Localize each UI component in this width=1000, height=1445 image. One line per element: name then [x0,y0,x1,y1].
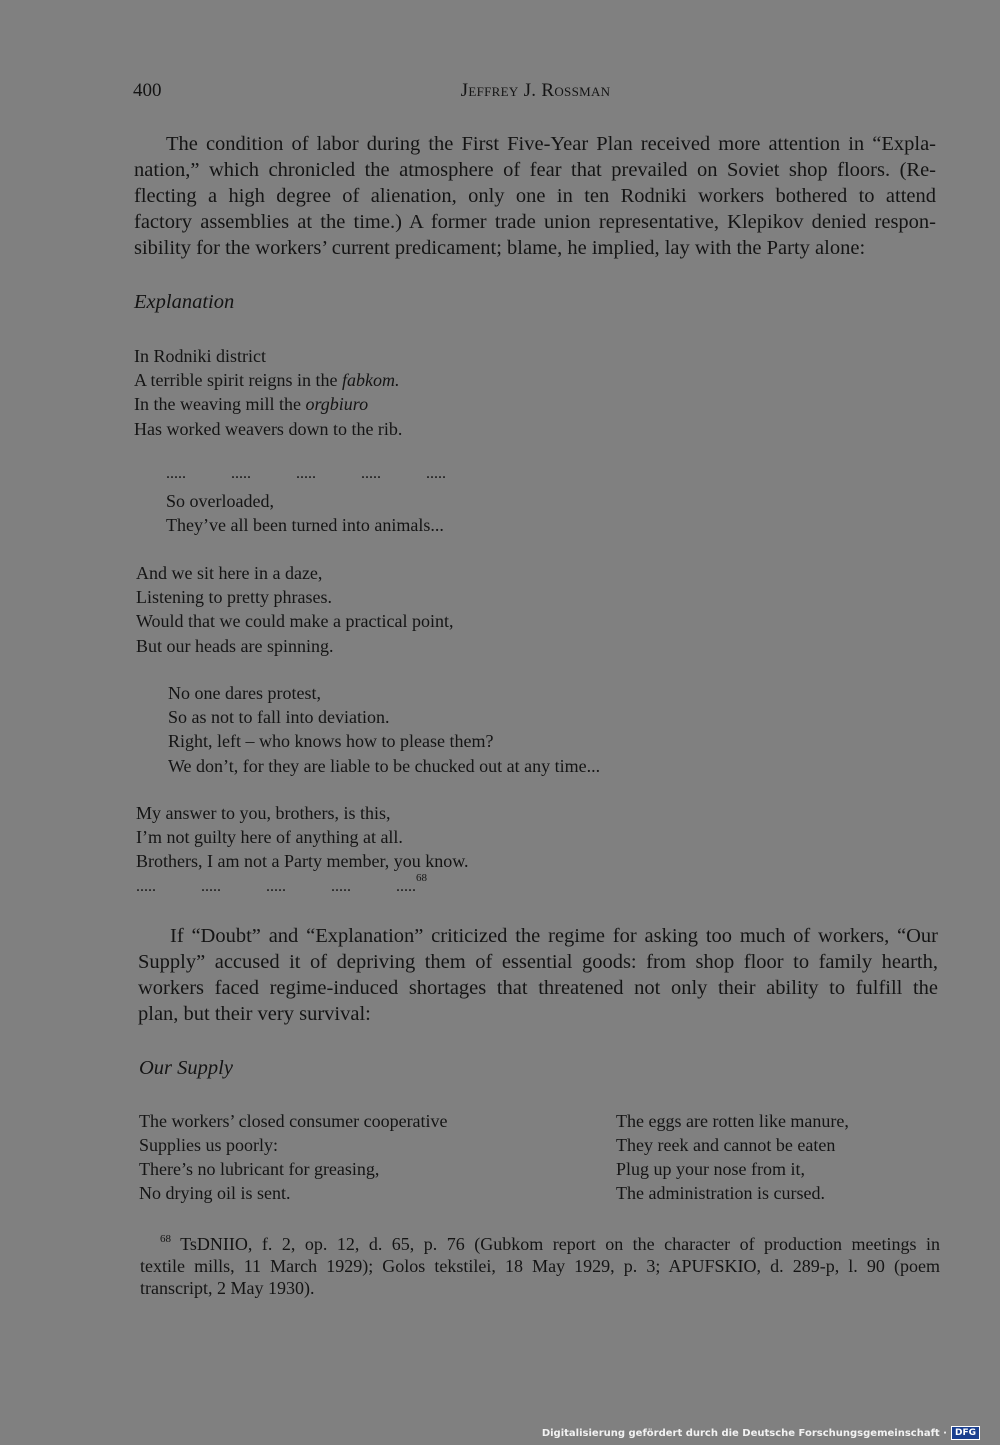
page-number: 400 [133,80,162,101]
footnote-68 [140,1228,940,1299]
poem-line: No drying oil is sent. [139,1183,291,1203]
paragraph-line: flecting a high degree of alienation, only one in ten Rodniki workers bothered to attend [134,185,936,207]
poem-line: They’ve all been turned into animals... [166,515,444,536]
ellipsis: ..... [296,465,316,482]
poem-line: We don’t, for they are liable to be chucked out at any time... [168,755,601,776]
ellipsis: ..... [166,465,186,482]
poem-line: So overloaded, [166,491,274,511]
ellipsis: ..... [231,465,251,482]
credit-text: Digitalisierung gefördert durch die Deutsche Forschungsgemeinschaft · [541,1427,947,1439]
poem-title-our-supply: Our Supply [139,1057,233,1079]
poem-line: Has worked weavers down to the rib. [134,418,403,439]
paragraph-line: plan, but their very survival: [138,1003,371,1025]
poem1-stanza-1 [134,344,402,441]
poem1-stanza-3 [136,561,453,658]
footnote-ref-68: 68 [416,872,427,884]
paragraph-line: sibility for the workers’ current predicament; blame, he implied, lay with the Party alone: [134,237,866,259]
paragraph-line: nation,” which chronicled the atmosphere of fear that prevailed on Soviet shop floors. (Re- [134,159,936,181]
footnote-number: 68 [160,1233,171,1245]
page-header [133,80,938,104]
term-orgbiuro: orgbiuro [305,394,369,415]
poem-line: They reek and cannot be eaten [616,1135,836,1155]
ellipsis: ..... [331,878,351,895]
ellipsis: ..... [361,465,381,482]
poem-line [134,392,402,416]
poem-line: Plug up your nose from it, [616,1159,805,1179]
poem-line: Right, left – who knows how to please them? [168,731,494,752]
poem-line: Supplies us poorly: [139,1135,279,1155]
footnote-line: transcript, 2 May 1930). [140,1278,315,1298]
ellipsis: ..... [396,878,416,895]
paragraph-line: Supply” accused it of depriving them of essential goods: from shop floor to family hearth, [138,951,938,973]
poem-line: My answer to you, brothers, is this, [136,803,391,823]
digitization-credit [542,1425,980,1441]
dfg-logo: DFG [951,1426,980,1440]
poem-line-text: In the weaving mill the [134,394,306,415]
poem-line: But our heads are spinning. [136,635,334,656]
footnote-line [140,1228,940,1255]
poem1-stanza-5 [136,801,469,874]
poem-title-explanation: Explanation [134,291,235,313]
poem2-right-column [616,1109,849,1205]
poem-line: Would that we could make a practical point, [136,611,454,632]
term-fabkom: fabkom. [341,370,400,391]
paragraph-line: The condition of labor during the First Five-Year Plan received more attention in “Expla- [166,133,936,155]
poem-line: No one dares protest, [168,683,321,703]
poem-line: The administration is cursed. [616,1183,825,1203]
poem-line: I’m not guilty here of anything at all. [136,827,403,848]
poem-line: The eggs are rotten like manure, [616,1111,849,1131]
ellipsis: ..... [426,465,446,482]
paragraph-line: workers faced regime-induced shortages that threatened not only their ability to fulfill the [138,977,938,999]
poem-line: The workers’ closed consumer cooperative [139,1111,448,1131]
ellipsis-row [166,465,491,483]
poem2-left-column [139,1109,448,1205]
running-head: Jeffrey J. Rossman [460,80,611,101]
ellipsis: ..... [266,878,286,895]
intro-paragraph [134,131,936,261]
middle-paragraph [138,923,938,1027]
footnote-line: textile mills, 11 March 1929); Golos tekstilei, 18 May 1929, p. 3; APUFSKIO, d. 289-p, l. 90 (poem [140,1256,940,1276]
paragraph-line: factory assemblies at the time.) A former trade union representative, Klepikov denied respon- [134,211,936,233]
poem1-stanza-2 [166,489,444,537]
poem1-stanza-4 [168,681,600,778]
poem-line: Brothers, I am not a Party member, you know. [136,851,469,872]
poem-line: Listening to pretty phrases. [136,587,332,608]
poem-line: So as not to fall into deviation. [168,707,390,728]
poem-line: And we sit here in a daze, [136,563,323,583]
footnote-text: TsDNIIO, f. 2, op. 12, d. 65, p. 76 (Gubkom report on the character of production meetings in [180,1234,940,1254]
poem-line [134,368,402,392]
poem-line: In Rodniki district [134,346,266,366]
paragraph-line: If “Doubt” and “Explanation” criticized the regime for asking too much of workers, “Our [170,925,938,947]
ellipsis: ..... [136,878,156,895]
ellipsis: ..... [201,878,221,895]
closing-ellipsis-row [136,872,427,896]
poem-line: There’s no lubricant for greasing, [139,1159,380,1179]
poem-line-text: A terrible spirit reigns in the [134,370,342,391]
